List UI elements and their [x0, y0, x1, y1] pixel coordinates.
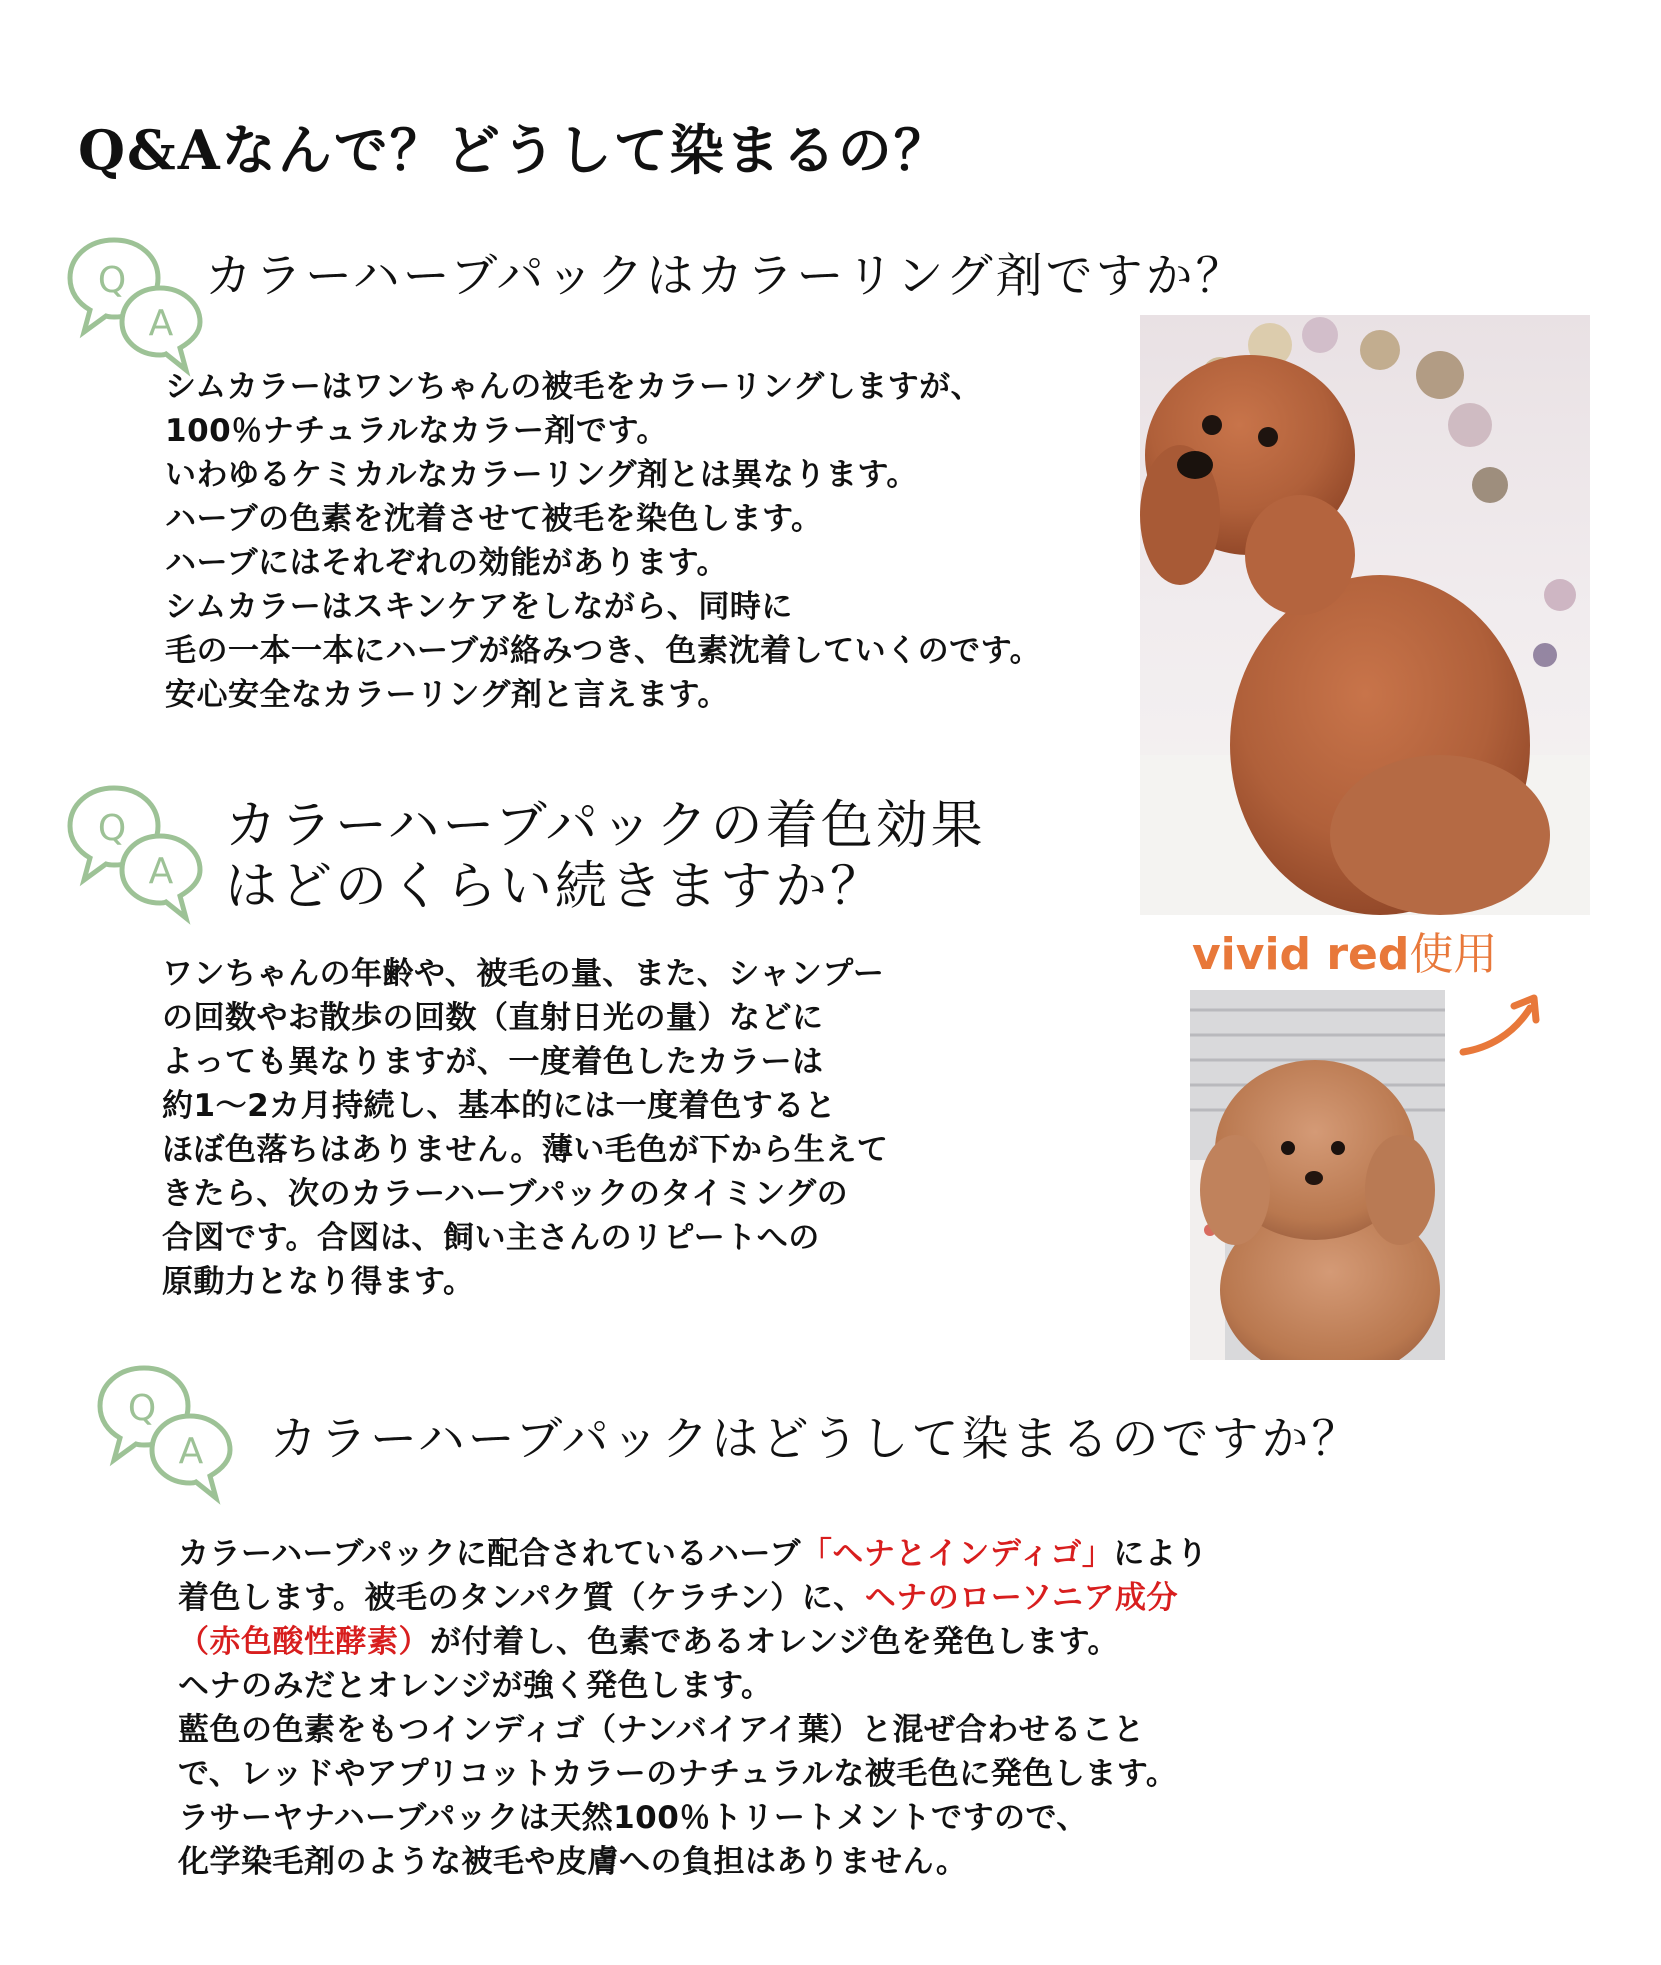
answer-line: [178, 1576, 1208, 1620]
svg-text:Q: Q: [127, 1388, 157, 1429]
answer-line: よっても異なりますが、一度着色したカラーは: [162, 1044, 824, 1080]
question-2-line1: カラーハーブパックの着色効果: [225, 796, 986, 856]
answer-line: 約1～2カ月持続し、基本的には一度着色すると: [162, 1088, 837, 1124]
question-2-line2: はどのくらい続きますか？: [225, 857, 886, 918]
answer-line: 100％ナチュラルなカラー剤です。: [165, 413, 668, 449]
answer-line: [178, 1532, 1208, 1576]
answer-line: 化学染毛剤のような被毛や皮膚への負担はありません。: [178, 1844, 968, 1880]
answer-line: 毛の一本一本にハーブが絡みつき、色素沈着していくのです。: [165, 633, 1042, 669]
answer-line: 原動力となり得ます。: [162, 1264, 475, 1300]
dog-photo-small: [1190, 990, 1445, 1360]
answer-line: [178, 1620, 1208, 1664]
answer-line: シムカラーはワンちゃんの被毛をカラーリングしますが、: [165, 369, 983, 405]
svg-text:A: A: [148, 851, 174, 892]
svg-text:Q: Q: [97, 808, 127, 849]
answer-text: 着色します。被毛のタンパク質（ケラチン）に、: [178, 1580, 865, 1616]
curved-arrow-icon: [1458, 990, 1548, 1060]
answer-line: ハーブの色素を沈着させて被毛を染色します。: [165, 501, 823, 537]
answer-line: きたら、次のカラーハーブパックのタイミングの: [162, 1176, 849, 1212]
answer-line: いわゆるケミカルなカラーリング剤とは異なります。: [165, 457, 918, 493]
qa-bubble-icon: [92, 1360, 242, 1510]
caption-color-name: vivid red: [1192, 929, 1410, 980]
answer-line: ワンちゃんの年齢や、被毛の量、また、シャンプー: [162, 956, 885, 992]
answer-line: ヘナのみだとオレンジが強く発色します。: [178, 1668, 773, 1704]
page-title: Q&Aなんで？どうして染まるの？: [78, 118, 950, 182]
answer-text: が付着し、色素であるオレンジ色を発色します。: [430, 1624, 1119, 1660]
answer-3: [178, 1532, 1208, 1884]
answer-line: 藍色の色素をもつインディゴ（ナンバイアイ葉）と混ぜ合わせること: [178, 1712, 1145, 1748]
answer-line: の回数やお散歩の回数（直射日光の量）などに: [162, 1000, 824, 1036]
answer-line: ラサーヤナハーブパックは天然100％トリートメントですので、: [178, 1800, 1088, 1836]
answer-2: [162, 952, 888, 1304]
svg-text:A: A: [178, 1431, 204, 1472]
question-2-heading: [225, 796, 986, 919]
caption-suffix: 使用: [1409, 929, 1498, 980]
highlight-text: （赤色酸性酵素）: [178, 1624, 430, 1660]
answer-text: カラーハーブパックに配合されているハーブ: [178, 1536, 801, 1572]
answer-line: ハーブにはそれぞれの効能があります。: [165, 545, 728, 581]
answer-line: で、レッドやアプリコットカラーのナチュラルな被毛色に発色します。: [178, 1756, 1178, 1792]
answer-line: シムカラーはスキンケアをしながら、同時に: [165, 589, 793, 625]
question-3-heading: カラーハーブパックはどうして染まるのですか？: [270, 1412, 1362, 1467]
svg-text:Q: Q: [97, 260, 127, 301]
photo-caption: [1192, 918, 1497, 982]
answer-line: ほぼ色落ちはありません。薄い毛色が下から生えて: [162, 1132, 889, 1168]
highlight-text: 「ヘナとインディゴ」: [800, 1536, 1114, 1572]
answer-1: [165, 365, 1041, 717]
answer-line: 合図です。合図は、飼い主さんのリピートへの: [162, 1220, 820, 1256]
answer-line: 安心安全なカラーリング剤と言えます。: [165, 677, 729, 713]
dog-photo-large: [1140, 315, 1590, 915]
highlight-text: ヘナのローソニア成分: [864, 1580, 1178, 1616]
answer-text: により: [1113, 1536, 1208, 1572]
svg-text:A: A: [148, 303, 174, 344]
qa-bubble-icon: [62, 780, 212, 930]
qa-bubble-icon: [62, 232, 212, 382]
question-1-heading: カラーハーブパックはカラーリング剤ですか？: [205, 249, 1246, 304]
